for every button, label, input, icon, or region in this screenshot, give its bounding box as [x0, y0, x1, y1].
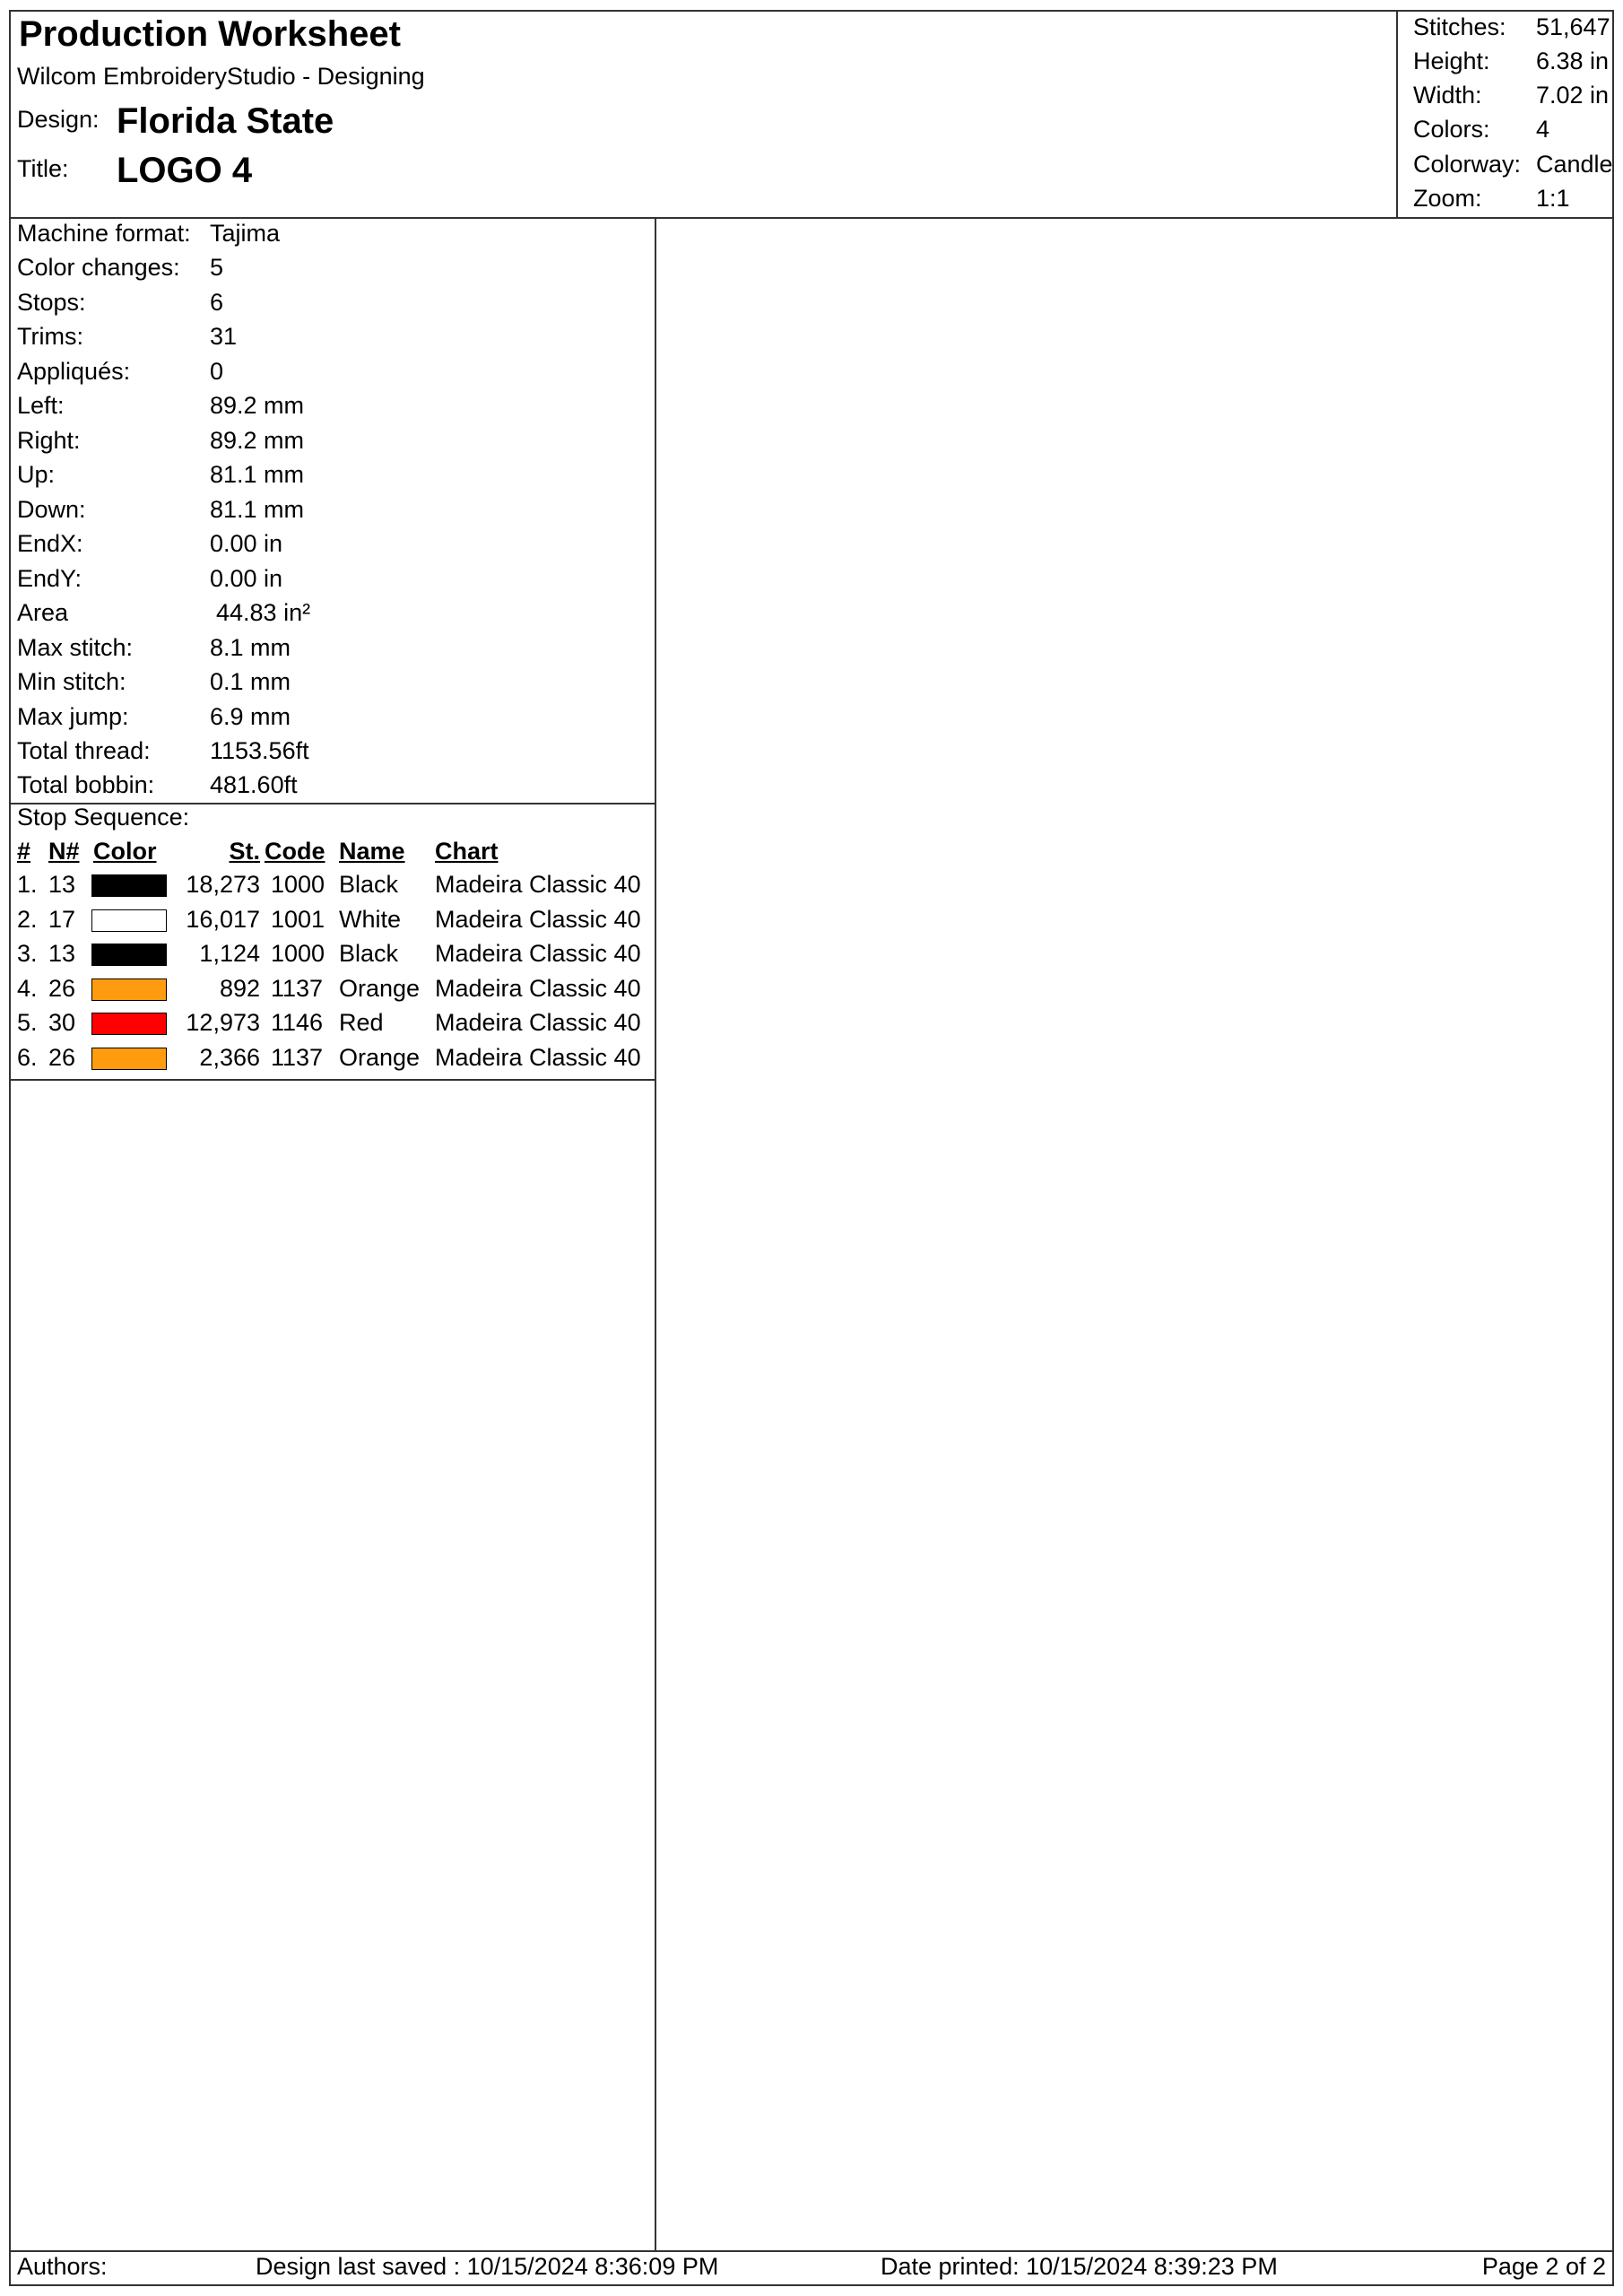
color-swatch: [91, 1013, 167, 1035]
info-label: Total bobbin:: [17, 771, 155, 798]
page-number: Page 2 of 2: [1481, 2253, 1606, 2280]
col-header-needle: N#: [48, 838, 80, 865]
info-label: Right:: [17, 427, 81, 454]
stat-label: Colorway:: [1413, 151, 1522, 178]
info-value: 81.1 mm: [210, 461, 305, 488]
stat-value: 4: [1536, 116, 1550, 143]
color-swatch: [91, 978, 167, 1001]
row-chart: Madeira Classic 40: [435, 1009, 641, 1037]
info-label: Area: [17, 599, 69, 626]
info-row: [11, 254, 655, 288]
col-header-color: Color: [93, 838, 157, 865]
info-row: [11, 599, 655, 633]
row-needle: 30: [48, 1009, 76, 1037]
row-color-name: Black: [339, 871, 399, 898]
info-row: [11, 530, 655, 564]
info-row: [11, 220, 655, 254]
info-value: 81.1 mm: [210, 496, 305, 523]
info-value: 0: [210, 358, 224, 385]
info-label: Machine format:: [17, 220, 191, 247]
stop-table-bottom-border: [11, 1079, 655, 1081]
info-label: Appliqués:: [17, 358, 131, 385]
row-code: 1000: [271, 871, 325, 898]
color-swatch: [91, 1048, 167, 1070]
info-row: [11, 323, 655, 357]
info-row: [11, 461, 655, 495]
row-color-name: Black: [339, 940, 399, 968]
info-value: 6.9 mm: [210, 703, 291, 730]
info-row: [11, 634, 655, 668]
info-label: Max stitch:: [17, 634, 134, 661]
stat-label: Zoom:: [1413, 185, 1482, 212]
row-needle: 26: [48, 974, 76, 1002]
stat-row: [1405, 82, 1616, 116]
stat-label: Colors:: [1413, 116, 1490, 143]
info-label: EndX:: [17, 530, 83, 557]
col-header-num: #: [17, 838, 31, 865]
row-num: 4.: [17, 974, 38, 1002]
row-chart: Madeira Classic 40: [435, 871, 641, 898]
color-swatch: [91, 874, 167, 897]
info-label: EndY:: [17, 565, 82, 592]
col-header-name: Name: [339, 838, 405, 865]
info-value: 1153.56ft: [210, 737, 309, 764]
row-color-name: White: [339, 905, 402, 933]
info-label: Max jump:: [17, 703, 129, 730]
software-name: Wilcom EmbroideryStudio - Designing: [17, 63, 425, 90]
col-header-stitches: St.: [229, 838, 260, 865]
info-row: [11, 771, 655, 805]
row-num: 5.: [17, 1009, 38, 1037]
row-chart: Madeira Classic 40: [435, 974, 641, 1002]
design-title: LOGO 4: [117, 151, 253, 190]
info-value: 0.00 in: [210, 530, 283, 557]
stat-value: 51,647: [1536, 13, 1610, 40]
stat-value: Candle: [1536, 151, 1613, 178]
info-row: [11, 427, 655, 461]
row-color-name: Red: [339, 1009, 384, 1037]
row-stitches: 18,273: [186, 871, 260, 898]
design-label: Design:: [17, 106, 100, 133]
row-stitches: 2,366: [199, 1044, 260, 1071]
row-num: 1.: [17, 871, 38, 898]
info-label: Left:: [17, 392, 65, 419]
info-value: 8.1 mm: [210, 634, 291, 661]
date-printed: Date printed: 10/15/2024 8:39:23 PM: [881, 2253, 1278, 2280]
info-value: 5: [210, 254, 224, 281]
row-needle: 13: [48, 940, 76, 968]
row-num: 2.: [17, 905, 38, 933]
row-code: 1001: [271, 905, 325, 933]
info-value: 0.1 mm: [210, 668, 291, 695]
row-needle: 17: [48, 905, 76, 933]
row-needle: 13: [48, 871, 76, 898]
info-label: Up:: [17, 461, 56, 488]
info-row: [11, 289, 655, 323]
col-header-code: Code: [265, 838, 325, 865]
info-label: Stops:: [17, 289, 86, 316]
row-color-name: Orange: [339, 1044, 421, 1071]
stat-row: [1405, 13, 1616, 48]
info-value: 44.83 in²: [216, 599, 311, 626]
worksheet-title: Production Worksheet: [19, 14, 401, 54]
row-chart: Madeira Classic 40: [435, 905, 641, 933]
row-num: 6.: [17, 1044, 38, 1071]
info-label: Min stitch:: [17, 668, 126, 695]
stat-value: 6.38 in: [1536, 48, 1610, 74]
row-code: 1137: [271, 974, 324, 1002]
row-stitches: 12,973: [186, 1009, 260, 1037]
stat-label: Height:: [1413, 48, 1490, 74]
info-row: [11, 392, 655, 426]
row-code: 1146: [271, 1009, 324, 1037]
row-code: 1137: [271, 1044, 324, 1071]
info-label: Trims:: [17, 323, 83, 350]
row-color-name: Orange: [339, 974, 421, 1002]
info-value: 31: [210, 323, 238, 350]
info-label: Color changes:: [17, 254, 180, 281]
stat-row: [1405, 151, 1616, 185]
production-worksheet: [9, 10, 1614, 2286]
row-stitches: 1,124: [199, 940, 260, 968]
info-row: [11, 737, 655, 771]
stat-row: [1405, 185, 1616, 219]
header-bottom-border: [11, 217, 1612, 219]
info-value: 0.00 in: [210, 565, 283, 592]
info-value: 481.60ft: [210, 771, 298, 798]
row-stitches: 892: [219, 974, 260, 1002]
stat-value: 7.02 in: [1536, 82, 1610, 109]
info-value: 89.2 mm: [210, 392, 305, 419]
stat-label: Stitches:: [1413, 13, 1506, 40]
info-value: 6: [210, 289, 224, 316]
info-label: Total thread:: [17, 737, 151, 764]
stat-label: Width:: [1413, 82, 1482, 109]
stat-value: 1:1: [1536, 185, 1570, 212]
info-value: 89.2 mm: [210, 427, 305, 454]
info-label: Down:: [17, 496, 86, 523]
col-header-chart: Chart: [435, 838, 499, 865]
info-row: [11, 496, 655, 530]
row-chart: Madeira Classic 40: [435, 940, 641, 968]
color-swatch: [91, 944, 167, 966]
authors-label: Authors:: [17, 2253, 108, 2280]
stat-row: [1405, 116, 1616, 150]
row-num: 3.: [17, 940, 38, 968]
design-name: Florida State: [117, 101, 334, 141]
info-row: [11, 565, 655, 599]
footer: [11, 2251, 1612, 2285]
info-row: [11, 668, 655, 702]
last-saved: Design last saved : 10/15/2024 8:36:09 PM: [256, 2253, 719, 2280]
row-stitches: 16,017: [186, 905, 260, 933]
info-value: Tajima: [210, 220, 281, 247]
column-divider: [655, 217, 656, 2251]
row-chart: Madeira Classic 40: [435, 1044, 641, 1071]
row-code: 1000: [271, 940, 325, 968]
color-swatch: [91, 909, 167, 932]
stop-sequence-title: Stop Sequence:: [17, 804, 190, 831]
info-row: [11, 358, 655, 392]
row-needle: 26: [48, 1044, 76, 1071]
title-label: Title:: [17, 155, 69, 182]
info-row: [11, 703, 655, 737]
stat-row: [1405, 48, 1616, 82]
header-divider: [1396, 12, 1398, 219]
